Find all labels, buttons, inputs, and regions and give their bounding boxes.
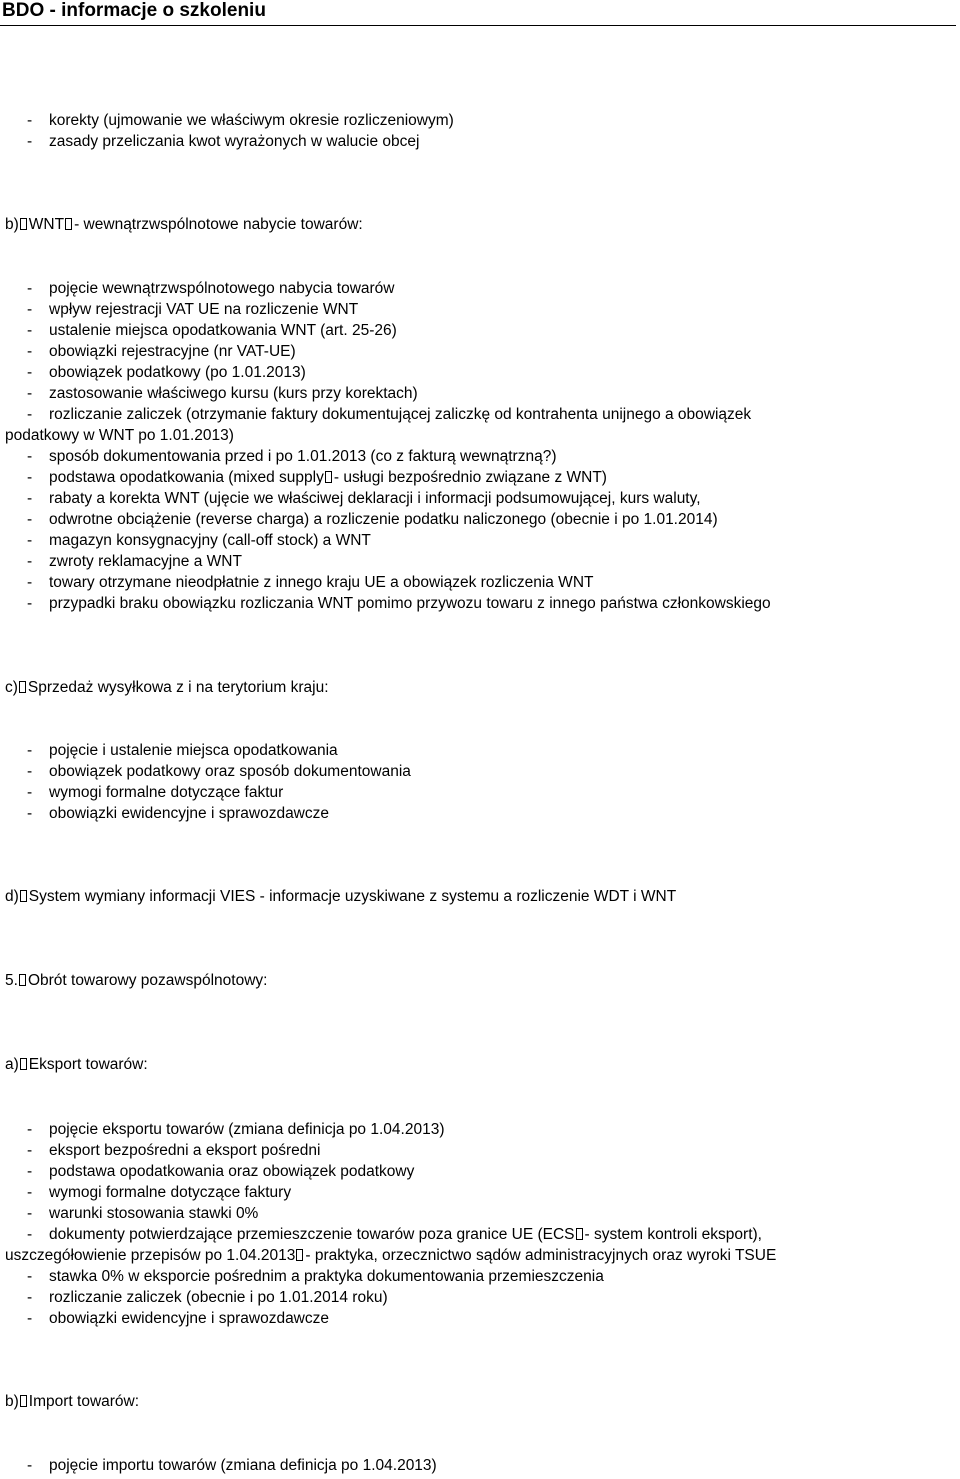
line-text: wymogi formalne dotyczące faktury xyxy=(49,1184,292,1201)
section-heading xyxy=(5,1392,139,1412)
bullet-dash: - xyxy=(27,385,33,402)
missing-glyph-box-icon xyxy=(19,681,26,693)
line-text: pojęcie importu towarów (zmiana definicja po 1.04.2013) xyxy=(49,1457,437,1474)
line-text: rabaty a korekta WNT (ujęcie we właściwej deklaracji i informacji podsumowującej, kurs waluty, xyxy=(49,490,701,507)
list-item xyxy=(27,1456,437,1476)
line-text: b) xyxy=(5,216,19,233)
missing-glyph-box-icon xyxy=(20,218,27,230)
bullet-dash: - xyxy=(27,364,33,381)
list-item xyxy=(27,342,296,362)
missing-glyph-box-icon xyxy=(20,1058,27,1070)
list-item xyxy=(27,384,418,404)
line-text: przypadki braku obowiązku rozliczania WNT pomimo przywozu towaru z innego państwa członkowskiego xyxy=(49,595,771,612)
line-text: Obrót towarowy pozawspólnotowy: xyxy=(27,972,268,989)
line-text: magazyn konsygnacyjny (call-off stock) a WNT xyxy=(49,532,371,549)
missing-glyph-box-icon xyxy=(325,471,332,483)
line-text: obowiązek podatkowy (po 1.01.2013) xyxy=(49,364,306,381)
bullet-dash: - xyxy=(27,1457,33,1474)
list-item xyxy=(27,783,283,803)
list-item xyxy=(27,741,338,761)
missing-glyph-box-icon xyxy=(65,218,72,230)
section-heading xyxy=(5,215,363,235)
bullet-dash: - xyxy=(27,1205,33,1222)
bullet-dash: - xyxy=(27,763,33,780)
list-item xyxy=(27,1162,414,1182)
missing-glyph-box-icon xyxy=(296,1249,303,1261)
line-text: - system kontroli eksport), xyxy=(584,1226,762,1243)
line-text: Sprzedaż wysyłkowa z i na terytorium kraju: xyxy=(27,679,329,696)
list-item xyxy=(27,1120,444,1140)
bullet-dash: - xyxy=(27,574,33,591)
list-item xyxy=(27,762,411,782)
list-item xyxy=(27,573,593,593)
list-item xyxy=(27,510,718,530)
bullet-dash: - xyxy=(27,133,33,150)
page-title: BDO - informacje o szkoleniu xyxy=(2,0,266,21)
list-item xyxy=(27,531,371,551)
line-text: podatkowy w WNT po 1.01.2013) xyxy=(5,427,234,444)
list-item xyxy=(27,489,701,509)
bullet-dash: - xyxy=(27,112,33,129)
line-text: zasady przeliczania kwot wyrażonych w walucie obcej xyxy=(49,133,420,150)
list-item xyxy=(27,321,397,341)
list-item xyxy=(27,1267,604,1287)
bullet-dash: - xyxy=(27,805,33,822)
line-text: rozliczanie zaliczek (otrzymanie faktury dokumentującej zaliczkę od kontrahenta unijnego a obowiązek xyxy=(49,406,752,423)
line-text: wymogi formalne dotyczące faktur xyxy=(49,784,284,801)
list-item-continuation xyxy=(5,426,234,446)
page-header xyxy=(0,0,956,26)
list-item xyxy=(27,594,771,614)
list-item xyxy=(27,1183,291,1203)
line-text: obowiązki rejestracyjne (nr VAT-UE) xyxy=(49,343,296,360)
line-text: rozliczanie zaliczek (obecnie i po 1.01.2014 roku) xyxy=(49,1289,388,1306)
list-item xyxy=(27,405,751,425)
line-text: Eksport towarów: xyxy=(28,1056,148,1073)
line-text: b) xyxy=(5,1393,19,1410)
line-text: - praktyka, orzecznictwo sądów administracyjnych oraz wyroki TSUE xyxy=(305,1247,777,1264)
line-text: podstawa opodatkowania oraz obowiązek podatkowy xyxy=(49,1163,415,1180)
section-heading xyxy=(5,971,267,991)
bullet-dash: - xyxy=(27,490,33,507)
bullet-dash: - xyxy=(27,1121,33,1138)
bullet-dash: - xyxy=(27,511,33,528)
line-text: pojęcie wewnątrzwspólnotowego nabycia towarów xyxy=(49,280,395,297)
list-item xyxy=(27,468,607,488)
missing-glyph-box-icon xyxy=(576,1228,583,1240)
line-text: eksport bezpośredni a eksport pośredni xyxy=(49,1142,321,1159)
line-text: c) xyxy=(5,679,18,696)
section-heading xyxy=(5,678,329,698)
bullet-dash: - xyxy=(27,1310,33,1327)
line-text: wpływ rejestracji VAT UE na rozliczenie WNT xyxy=(49,301,359,318)
bullet-dash: - xyxy=(27,301,33,318)
list-item xyxy=(27,1141,320,1161)
bullet-dash: - xyxy=(27,322,33,339)
line-text: 5. xyxy=(5,972,18,989)
missing-glyph-box-icon xyxy=(20,890,27,902)
bullet-dash: - xyxy=(27,1142,33,1159)
list-item xyxy=(27,1204,258,1224)
line-text: stawka 0% w eksporcie pośrednim a praktyka dokumentowania przemieszczenia xyxy=(49,1268,604,1285)
bullet-dash: - xyxy=(27,1289,33,1306)
list-item xyxy=(27,1309,329,1329)
line-text: obowiązki ewidencyjne i sprawozdawcze xyxy=(49,805,329,822)
line-text: korekty (ujmowanie we właściwym okresie rozliczeniowym) xyxy=(49,112,454,129)
line-text: dokumenty potwierdzające przemieszczenie towarów poza granice UE (ECS xyxy=(49,1226,575,1243)
bullet-dash: - xyxy=(27,469,33,486)
line-text: WNT xyxy=(28,216,65,233)
section-heading xyxy=(5,1055,148,1075)
line-text: d) xyxy=(5,888,19,905)
line-text: podstawa opodatkowania (mixed supply xyxy=(49,469,324,486)
bullet-dash: - xyxy=(27,1184,33,1201)
bullet-dash: - xyxy=(27,343,33,360)
bullet-dash: - xyxy=(27,553,33,570)
bullet-dash: - xyxy=(27,595,33,612)
line-text: zastosowanie właściwego kursu (kurs przy korektach) xyxy=(49,385,418,402)
line-text: pojęcie i ustalenie miejsca opodatkowania xyxy=(49,742,338,759)
list-item xyxy=(27,363,306,383)
line-text: Import towarów: xyxy=(28,1393,140,1410)
line-text: sposób dokumentowania przed i po 1.01.2013 (co z fakturą wewnątrzną?) xyxy=(49,448,557,465)
line-text: pojęcie eksportu towarów (zmiana definicja po 1.04.2013) xyxy=(49,1121,445,1138)
bullet-dash: - xyxy=(27,1226,33,1243)
bullet-dash: - xyxy=(27,532,33,549)
list-item xyxy=(27,300,358,320)
bullet-dash: - xyxy=(27,1163,33,1180)
section-heading xyxy=(5,887,676,907)
list-item xyxy=(27,447,557,467)
bullet-dash: - xyxy=(27,784,33,801)
bullet-dash: - xyxy=(27,742,33,759)
bullet-dash: - xyxy=(27,1268,33,1285)
line-text: System wymiany informacji VIES - informacje uzyskiwane z systemu a rozliczenie WDT i WNT xyxy=(28,888,677,905)
line-text: zwroty reklamacyjne a WNT xyxy=(49,553,242,570)
list-item xyxy=(27,279,395,299)
line-text: towary otrzymane nieodpłatnie z innego kraju UE a obowiązek rozliczenia WNT xyxy=(49,574,594,591)
list-item xyxy=(27,552,242,572)
line-text: ustalenie miejsca opodatkowania WNT (art. 25-26) xyxy=(49,322,397,339)
line-text: odwrotne obciążenie (reverse charga) a rozliczenie podatku naliczonego (obecnie i po 1.01.2014) xyxy=(49,511,718,528)
line-text: a) xyxy=(5,1056,19,1073)
bullet-dash: - xyxy=(27,406,33,423)
line-text: uszczegółowienie przepisów po 1.04.2013 xyxy=(5,1247,296,1264)
list-item xyxy=(27,1288,388,1308)
missing-glyph-box-icon xyxy=(19,974,26,986)
bullet-dash: - xyxy=(27,280,33,297)
line-text: obowiązki ewidencyjne i sprawozdawcze xyxy=(49,1310,329,1327)
line-text: - usługi bezpośrednio związane z WNT) xyxy=(333,469,607,486)
list-item xyxy=(27,132,419,152)
bullet-dash: - xyxy=(27,448,33,465)
line-text: - wewnątrzwspólnotowe nabycie towarów: xyxy=(74,216,363,233)
missing-glyph-box-icon xyxy=(20,1395,27,1407)
line-text: obowiązek podatkowy oraz sposób dokumentowania xyxy=(49,763,411,780)
list-item xyxy=(27,1225,762,1245)
list-item xyxy=(27,111,454,131)
list-item-continuation xyxy=(5,1246,776,1266)
line-text: warunki stosowania stawki 0% xyxy=(49,1205,259,1222)
list-item xyxy=(27,804,329,824)
